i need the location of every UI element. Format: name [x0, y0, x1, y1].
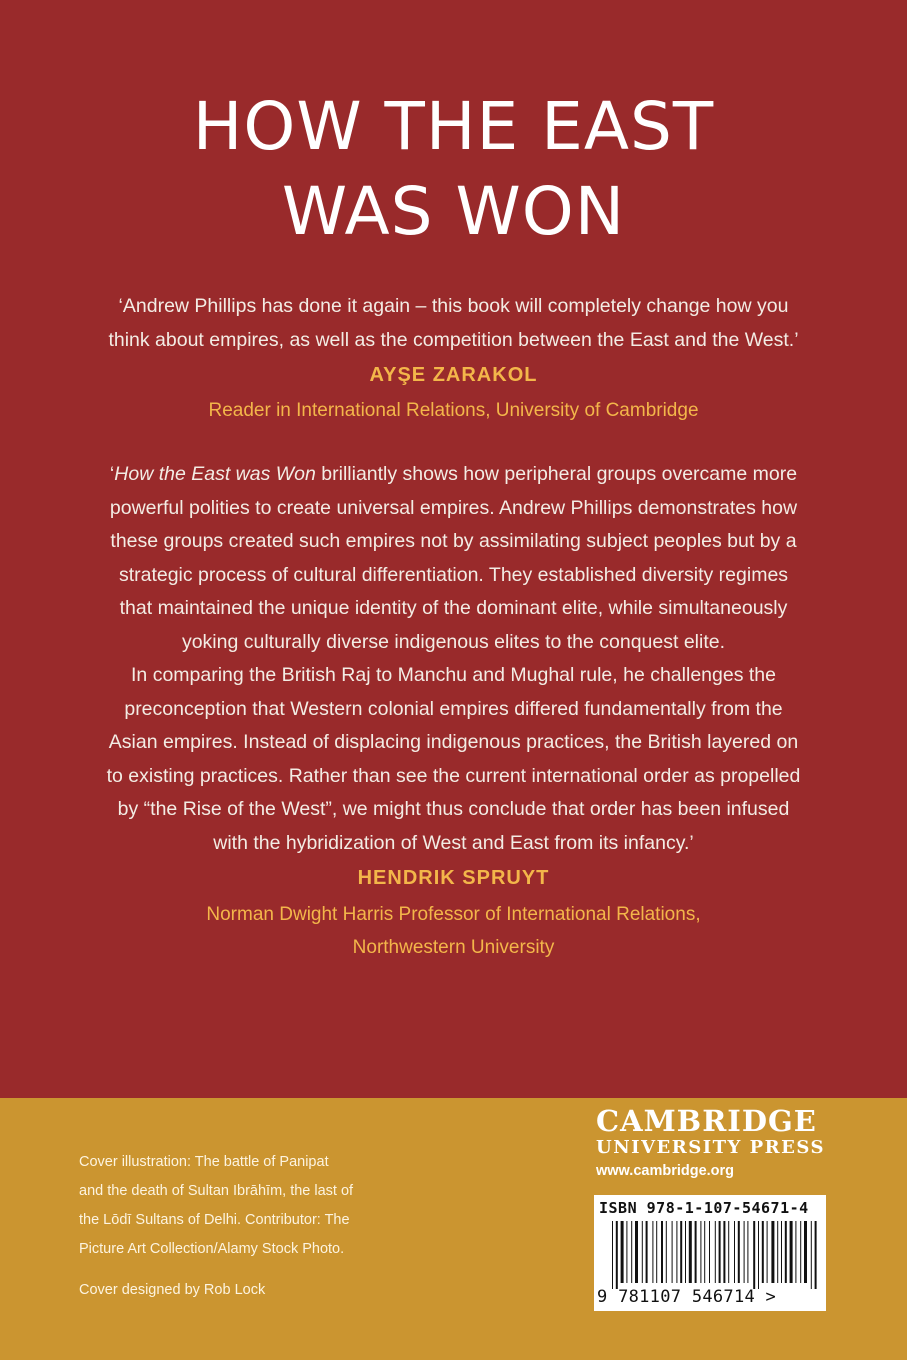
credit-line: and the death of Sultan Ibrāhīm, the last of	[79, 1183, 354, 1199]
affiliation-line: Norman Dwight Harris Professor of International Relations,	[206, 904, 701, 925]
publisher-logo	[596, 1104, 826, 1182]
endorsement-quote-2	[60, 458, 847, 860]
isbn-barcode-box	[594, 1195, 826, 1311]
publisher-url: www.cambridge.org	[596, 1163, 735, 1179]
quote-open-mark: ‘	[109, 463, 115, 485]
quote-line: Asian empires. Instead of displacing indigenous practices, the British layered on	[108, 731, 799, 753]
endorsement-author-1: AYŞE ZARAKOL	[369, 364, 538, 386]
quote-line: these groups created such empires not by assimilating subject peoples but by a	[110, 530, 797, 552]
endorsement-affiliation-2	[60, 898, 847, 964]
affiliation-line: Reader in International Relations, University of Cambridge	[208, 400, 699, 421]
quote-line-rest: brilliantly shows how peripheral groups overcame more	[315, 463, 798, 485]
endorsement-affiliation-1	[60, 394, 847, 427]
credit-line: Picture Art Collection/Alamy Stock Photo.	[79, 1241, 345, 1257]
book-title-line-2: WAS WON	[281, 173, 626, 250]
quote-line: preconception that Western colonial empires differed fundamentally from the	[124, 697, 783, 720]
quote-line: think about empires, as well as the competition between the East and the West.’	[108, 328, 799, 351]
quote-line: powerful polities to create universal empires. Andrew Phillips demonstrates how	[109, 496, 798, 519]
quote-line: with the hybridization of West and East from its infancy.’	[213, 831, 694, 854]
endorsement-author-2: HENDRIK SPRUYT	[357, 867, 550, 889]
credit-line: Cover illustration: The battle of Panipat	[79, 1154, 329, 1170]
credit-line: the Lōdī Sultans of Delhi. Contributor: The	[79, 1212, 350, 1228]
affiliation-line: Northwestern University	[352, 937, 555, 958]
publisher-subtitle: UNIVERSITY PRESS	[596, 1137, 825, 1158]
quote-line: yoking culturally diverse indigenous elites to the conquest elite.	[181, 630, 726, 653]
barcode-digits: 9 781107 546714 >	[597, 1287, 777, 1307]
quote-line: by “the Rise of the West”, we might thus conclude that order has been infused	[117, 798, 790, 820]
book-title-italic: How the East was Won	[114, 463, 316, 485]
quote-line: ‘Andrew Phillips has done it again – this book will completely change how you	[118, 295, 789, 317]
quote-line: that maintained the unique identity of the dominant elite, while simultaneously	[119, 597, 788, 619]
quote-line: to existing practices. Rather than see the current international order as propelled	[106, 764, 801, 787]
quote-line: strategic process of cultural differentiation. They established diversity regimes	[118, 563, 789, 586]
isbn-label: ISBN 978-1-107-54671-4	[599, 1199, 809, 1217]
endorsement-quote-1	[60, 290, 847, 357]
quote-line: In comparing the British Raj to Manchu and Mughal rule, he challenges the	[131, 664, 776, 686]
cover-illustration-credit	[79, 1148, 399, 1264]
publisher-name: CAMBRIDGE	[596, 1104, 817, 1138]
book-title-line-1: HOW THE EAST	[192, 88, 715, 165]
cover-designer-credit: Cover designed by Rob Lock	[79, 1282, 266, 1298]
quote-line	[60, 458, 847, 492]
